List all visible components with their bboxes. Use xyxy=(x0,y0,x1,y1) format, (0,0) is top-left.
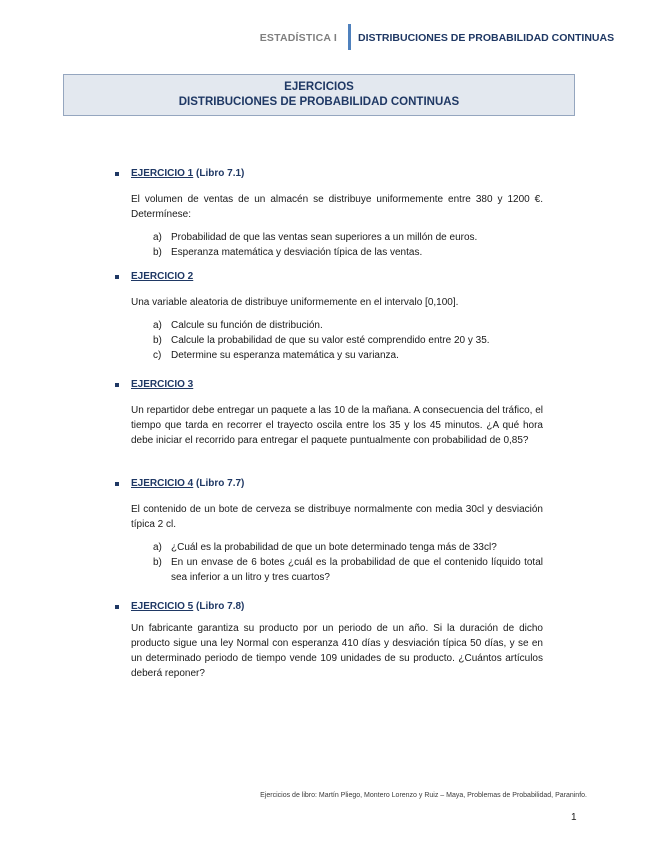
item-mark: b) xyxy=(153,335,162,346)
exercise-items xyxy=(153,540,543,585)
exercise-items xyxy=(153,230,543,260)
exercise-items xyxy=(153,318,543,363)
item-text: En un envase de 6 botes ¿cuál es la probabilidad de que el contenido líquido total sea inferior a un litro y tres cuartos? xyxy=(171,557,543,583)
exercise-ref: (Libro 7.1) xyxy=(193,168,245,179)
item-mark: b) xyxy=(153,557,162,568)
exercise-4 xyxy=(115,478,543,585)
list-item xyxy=(153,230,543,245)
bullet-icon xyxy=(115,172,119,176)
item-text: ¿Cuál es la probabilidad de que un bote determinado tenga más de 33cl? xyxy=(171,542,497,553)
exercise-heading xyxy=(115,168,543,182)
item-text: Esperanza matemática y desviación típica de las ventas. xyxy=(171,247,423,258)
exercise-label: EJERCICIO 4 xyxy=(131,478,194,489)
exercise-text: Un fabricante garantiza su producto por un periodo de un año. Si la duración de dicho producto sigue una ley Normal con esperanza 410 días y desviación típica 50 días, y se en un determinado periodo de tiempo vende 109 unidades de su producto. ¿Cuántos artículos deberá reponer? xyxy=(131,623,543,679)
item-text: Determine su esperanza matemática y su varianza. xyxy=(171,350,399,361)
exercise-heading xyxy=(115,271,543,285)
exercise-text: El volumen de ventas de un almacén se distribuye uniformemente entre 380 y 1200 €. Determínese: xyxy=(131,194,543,220)
exercise-text: Una variable aleatoria de distribuye uniformemente en el intervalo [0,100]. xyxy=(131,297,459,308)
list-item xyxy=(153,333,543,348)
exercise-heading xyxy=(115,601,543,615)
exercise-heading xyxy=(115,379,543,393)
header-divider xyxy=(348,24,351,50)
exercise-3 xyxy=(115,379,543,448)
exercise-label: EJERCICIO 1 xyxy=(131,168,194,179)
bullet-icon xyxy=(115,482,119,486)
exercise-text: El contenido de un bote de cerveza se distribuye normalmente con media 30cl y desviación típica 2 cl. xyxy=(131,504,543,530)
item-mark: b) xyxy=(153,247,162,258)
title-box xyxy=(63,74,575,116)
item-text: Probabilidad de que las ventas sean superiores a un millón de euros. xyxy=(171,232,478,243)
bullet-icon xyxy=(115,605,119,609)
list-item xyxy=(153,540,543,555)
item-mark: c) xyxy=(153,350,162,361)
exercise-label: EJERCICIO 5 xyxy=(131,601,194,612)
exercise-text: Un repartidor debe entregar un paquete a las 10 de la mañana. A consecuencia del tráfico, el tiempo que tarda en recorrer el trayecto oscila entre los 35 y los 45 minutos. ¿A qué hora debe iniciar el recorrido para entregar el paquete puntualmente con probabilidad de 0,85? xyxy=(131,405,543,446)
list-item xyxy=(153,318,543,333)
exercise-label: EJERCICIO 2 xyxy=(131,271,194,282)
bullet-icon xyxy=(115,275,119,279)
page-header xyxy=(0,24,655,52)
exercise-1 xyxy=(115,168,543,260)
exercise-2 xyxy=(115,271,543,363)
exercise-ref: (Libro 7.7) xyxy=(193,478,245,489)
page-subtitle: DISTRIBUCIONES DE PROBABILIDAD CONTINUAS xyxy=(178,96,460,108)
page-title: EJERCICIOS xyxy=(284,81,354,93)
exercise-heading xyxy=(115,478,543,492)
page-number: 1 xyxy=(571,812,577,823)
list-item xyxy=(153,245,543,260)
bullet-icon xyxy=(115,383,119,387)
header-topic: DISTRIBUCIONES DE PROBABILIDAD CONTINUAS xyxy=(358,32,615,44)
item-mark: a) xyxy=(153,320,162,331)
item-mark: a) xyxy=(153,232,162,243)
list-item xyxy=(153,348,543,363)
list-item xyxy=(153,555,543,585)
item-text: Calcule la probabilidad de que su valor esté comprendido entre 20 y 35. xyxy=(171,335,490,346)
item-text: Calcule su función de distribución. xyxy=(171,320,323,331)
item-mark: a) xyxy=(153,542,162,553)
header-course: ESTADÍSTICA I xyxy=(259,32,337,44)
exercise-ref: (Libro 7.8) xyxy=(193,601,245,612)
exercise-label: EJERCICIO 3 xyxy=(131,379,194,390)
exercise-5 xyxy=(115,601,543,681)
footnote: Ejercicios de libro: Martín Pliego, Montero Lorenzo y Ruiz – Maya, Problemas de Probabilidad, Paraninfo. xyxy=(260,792,587,799)
